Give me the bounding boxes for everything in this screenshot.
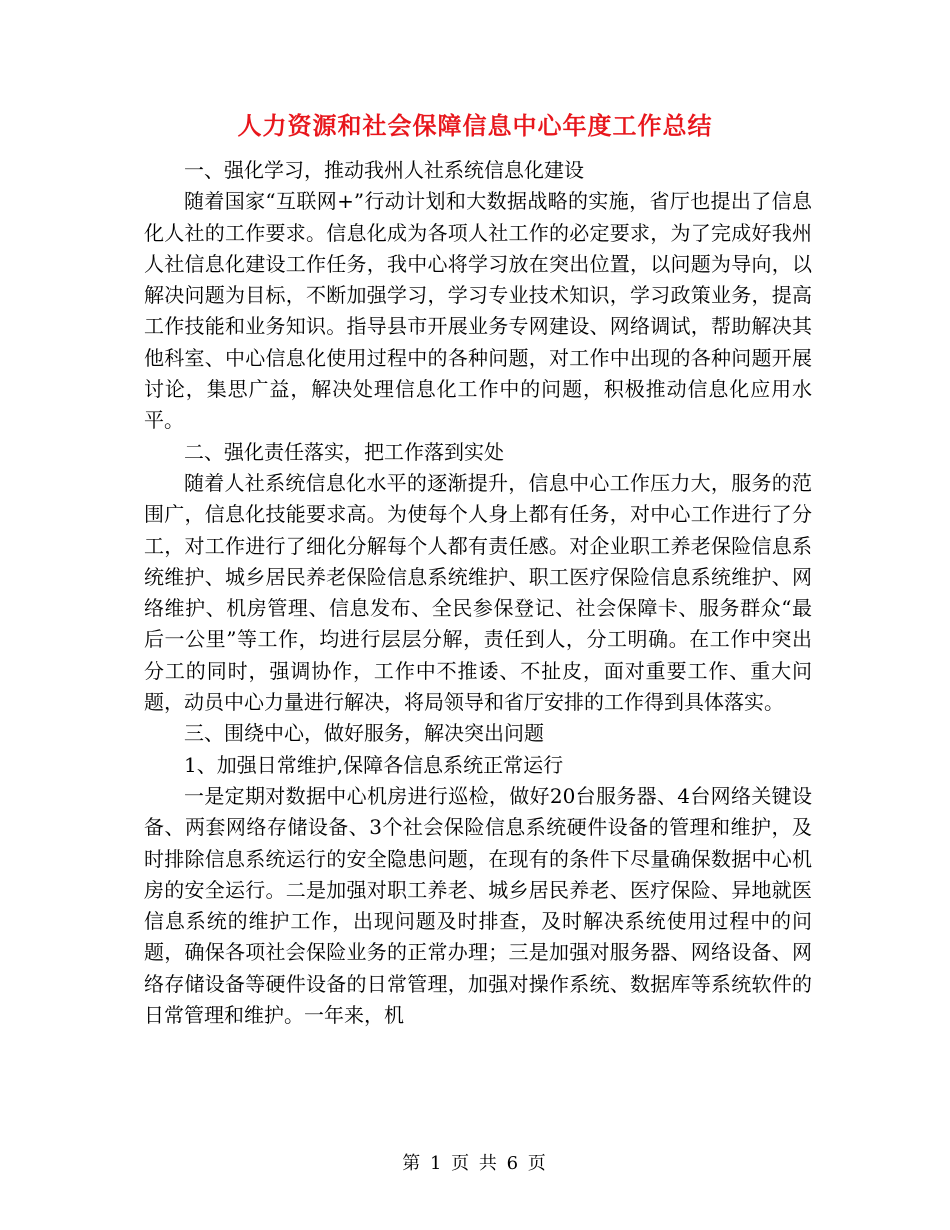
document-title: 人力资源和社会保障信息中心年度工作总结 — [237, 111, 713, 140]
paragraph-1: 随着国家“互联网+”行动计划和大数据战略的实施，省厅也提出了信息化人社的工作要求。信息化成为各项人社工作的必定要求，为了完成好我州人社信息化建设工作任务，我中心将学习放在突出位置，以问题为导向，以解决问题为目标，不断加强学习，学习专业技术知识，学习政策业务，提高工作技能和业务知识。指导县市开展业务专网建设、网络调试，帮助解决其他科室、中心信息化使用过程中的各种问题，对工作中出现的各种问题开展讨论，集思广益，解决处理信息化工作中的问题，积极推动信息化应用水平。 — [144, 189, 812, 433]
subsection-heading-1: 1、加强日常维护,保障各信息系统正常运行 — [184, 752, 564, 777]
section-heading-3: 三、围绕中心，做好服务，解决突出问题 — [184, 721, 544, 746]
paragraph-2: 随着人社系统信息化水平的逐渐提升，信息中心工作压力大，服务的范围广，信息化技能要求高。为使每个人身上都有任务，对中心工作进行了分工，对工作进行了细化分解每个人都有责任感。对企业职工养老保险信息系统维护、城乡居民养老保险信息系统维护、职工医疗保险信息系统维护、网络维护、机房管理、信息发布、全民参保登记、社会保障卡、服务群众“最后一公里”等工作，均进行层层分解，责任到人，分工明确。在工作中突出分工的同时，强调协作，工作中不推诿、不扯皮，面对重要工作、重大问题，动员中心力量进行解决，将局领导和省厅安排的工作得到具体落实。 — [144, 470, 812, 715]
document-body — [144, 155, 812, 1031]
paragraph-3: 一是定期对数据中心机房进行巡检，做好20台服务器、4台网络关键设备、两套网络存储设备、3个社会保险信息系统硬件设备的管理和维护，及时排除信息系统运行的安全隐患问题，在现有的条件下尽量确保数据中心机房的安全运行。二是加强对职工养老、城乡居民养老、医疗保险、异地就医信息系统的维护工作，出现问题及时排查，及时解决系统使用过程中的问题，确保各项社会保险业务的正常办理；三是加强对服务器、网络设备、网络存储设备等硬件设备的日常管理，加强对操作系统、数据库等系统软件的日常管理和维护。一年来，机 — [144, 783, 812, 1028]
page-number-footer: 第 1 页 共 6 页 — [402, 1153, 548, 1174]
section-heading-2: 二、强化责任落实，把工作落到实处 — [184, 439, 504, 464]
section-heading-1: 一、强化学习，推动我州人社系统信息化建设 — [184, 158, 584, 182]
